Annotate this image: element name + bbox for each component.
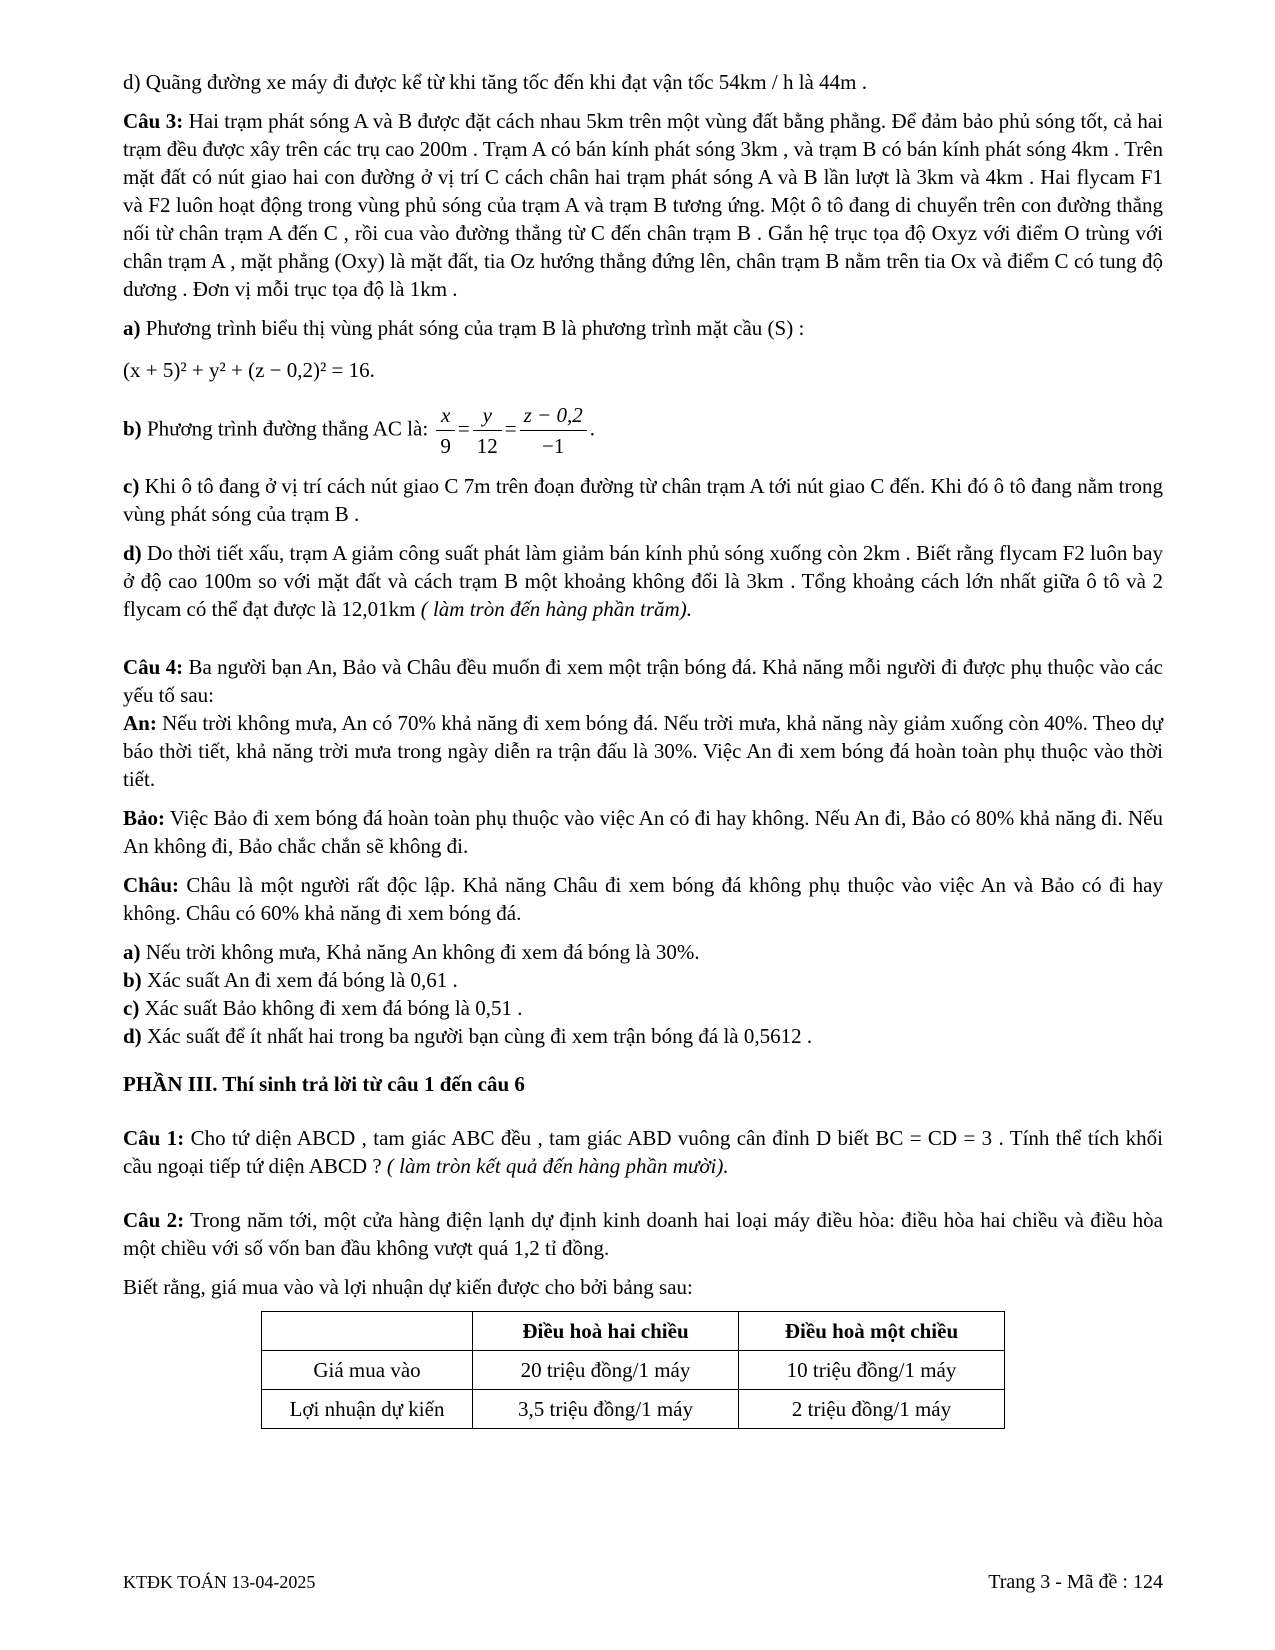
- q3-b-label: b): [123, 416, 142, 441]
- footer-left: KTĐK TOÁN 13-04-2025: [123, 1572, 316, 1592]
- table-cell: 3,5 triệu đồng/1 máy: [473, 1390, 739, 1429]
- q4-a-label: a): [123, 940, 141, 964]
- p3q1-label: Câu 1:: [123, 1126, 185, 1150]
- table-header-cell: [262, 1312, 473, 1351]
- q3-a-equation: (x + 5)² + y² + (z − 0,2)² = 16.: [123, 358, 375, 382]
- q4-option-a: [123, 938, 1163, 966]
- q3-a-text: Phương trình biểu thị vùng phát sóng của trạm B là phương trình mặt cầu (S) :: [145, 316, 805, 340]
- p3q1-note: ( làm tròn kết quả đến hàng phần mười).: [386, 1154, 729, 1178]
- question-3: [123, 107, 1163, 303]
- p3q1-text: Cho tứ diện ABCD , tam giác ABC đều , tam giác ABD vuông cân đỉnh D biết BC = CD = 3 . Tính thể tích khối cầu ngoại tiếp tứ diện ABCD ?: [123, 1126, 1164, 1178]
- q3-option-b: b) Phương trình đường thẳng AC là: $\frac{x}{9}$ = $\frac{y}{12}$ = $\frac{z - 0,2}{-1}$ .: [123, 400, 1163, 461]
- q4-c-text: Xác suất Bảo không đi xem đá bóng là 0,51 .: [144, 996, 523, 1020]
- question-4: [123, 653, 1163, 709]
- table-header-row: [262, 1312, 1005, 1351]
- q4-d-label: d): [123, 1024, 142, 1048]
- part3-question-1: [123, 1124, 1163, 1180]
- q4-option-c: [123, 994, 1163, 1022]
- p3q2-label: Câu 2:: [123, 1208, 185, 1232]
- q3-text: Hai trạm phát sóng A và B được đặt cách nhau 5km trên một vùng đất bằng phẳng. Để đảm bảo phủ sóng tốt, cả hai trạm đều được xây trên các trụ cao 200m . Trạm A có bán kính phát sóng 3km , và trạm B có bán kính phát sóng 4km . Trên mặt đất có nút giao hai con đường ở vị trí C cách chân hai trạm phát sóng A và B lần lượt là 3km và 4km . Hai flycam F1 và F2 luôn hoạt động trong vùng phủ sóng của trạm A và trạm B tương ứng. Một ô tô đang di chuyển trên con đường thẳng nối từ chân trạm A đến C , rồi cua vào đường thẳng từ C đến chân trạm B . Gắn hệ trục tọa độ Oxyz với điểm O trùng với chân trạm A , mặt phẳng (Oxy) là mặt đất, tia Oz hướng thẳng đứng lên, chân trạm B nằm trên tia Ox và điểm C có tung độ dương . Đơn vị mỗi trục tọa độ là 1km .: [123, 109, 1163, 301]
- table-cell: 10 triệu đồng/1 máy: [739, 1351, 1005, 1390]
- table-cell: Lợi nhuận dự kiến: [262, 1390, 473, 1429]
- q4-a-text: Nếu trời không mưa, Khả năng An không đi xem đá bóng là 30%.: [145, 940, 700, 964]
- part3-question-2: [123, 1206, 1163, 1262]
- q2-option-d: d) Quãng đường xe máy đi được kể từ khi tăng tốc đến khi đạt vận tốc 54km / h là 44m .: [123, 70, 867, 94]
- q3-c-text: Khi ô tô đang ở vị trí cách nút giao C 7m trên đoạn đường từ chân trạm A tới nút giao C đến. Khi đó ô tô đang nằm trong vùng phát sóng của trạm B .: [123, 474, 1163, 526]
- q3-c-label: c): [123, 474, 140, 498]
- footer-page-number: Trang 3 - Mã đề : 124: [988, 1571, 1163, 1593]
- q3-option-a: [123, 314, 1163, 342]
- table-header-cell: Điều hoà hai chiều: [473, 1312, 739, 1351]
- table-cell: Giá mua vào: [262, 1351, 473, 1390]
- table-row: [262, 1351, 1005, 1390]
- q4-c-label: c): [123, 996, 140, 1020]
- q3-a-label: a): [123, 316, 141, 340]
- fraction-y: $\frac{y}{12}$: [473, 400, 502, 461]
- price-profit-table: [261, 1311, 1005, 1429]
- q4-option-d: [123, 1022, 1163, 1050]
- document-page: [123, 68, 1163, 1429]
- table-cell: 2 triệu đồng/1 máy: [739, 1390, 1005, 1429]
- q4-bao-label: Bảo:: [123, 806, 165, 830]
- p3q2-table-intro: Biết rằng, giá mua vào và lợi nhuận dự kiến được cho bởi bảng sau:: [123, 1275, 693, 1299]
- q4-label: Câu 4:: [123, 655, 184, 679]
- q4-text: Ba người bạn An, Bảo và Châu đều muốn đi xem một trận bóng đá. Khả năng mỗi người đi được phụ thuộc vào các yếu tố sau:: [123, 655, 1163, 707]
- fraction-z: $\frac{z - 0,2}{-1}$: [520, 400, 587, 461]
- q4-chau: [123, 871, 1163, 927]
- q3-d-text: Do thời tiết xấu, trạm A giảm công suất phát làm giảm bán kính phủ sóng xuống còn 2km . Biết rằng flycam F2 luôn bay ở độ cao 100m so với mặt đất và cách trạm B một khoảng không đổi là 3km . Tổng khoảng cách lớn nhất giữa ô tô và 2 flycam có thể đạt được là 12,01km: [123, 541, 1163, 621]
- part-3-heading: PHẦN III. Thí sinh trả lời từ câu 1 đến câu 6: [123, 1072, 525, 1096]
- q4-chau-label: Châu:: [123, 873, 180, 897]
- q4-b-text: Xác suất An đi xem đá bóng là 0,61 .: [146, 968, 458, 992]
- q4-b-label: b): [123, 968, 142, 992]
- q3-d-label: d): [123, 541, 142, 565]
- table-header-cell: Điều hoà một chiều: [739, 1312, 1005, 1351]
- q4-d-text: Xác suất để ít nhất hai trong ba người bạn cùng đi xem trận bóng đá là 0,5612 .: [146, 1024, 813, 1048]
- q3-b-text: Phương trình đường thẳng AC là:: [146, 416, 429, 441]
- q4-an-text: Nếu trời không mưa, An có 70% khả năng đi xem bóng đá. Nếu trời mưa, khả năng này giảm xuống còn 40%. Theo dự báo thời tiết, khả năng trời mưa trong ngày diễn ra trận đấu là 30%. Việc An đi xem bóng đá hoàn toàn phụ thuộc vào thời tiết.: [123, 711, 1164, 791]
- q4-an-label: An:: [123, 711, 157, 735]
- p3q2-text: Trong năm tới, một cửa hàng điện lạnh dự định kinh doanh hai loại máy điều hòa: điều hòa hai chiều và điều hòa một chiều với số vốn ban đầu không vượt quá 1,2 tỉ đồng.: [123, 1208, 1163, 1260]
- table-row: [262, 1390, 1005, 1429]
- q3-d-note: ( làm tròn đến hàng phần trăm).: [420, 597, 692, 621]
- table-cell: 20 triệu đồng/1 máy: [473, 1351, 739, 1390]
- q4-bao: [123, 804, 1163, 860]
- q4-chau-text: Châu là một người rất độc lập. Khả năng Châu đi xem bóng đá không phụ thuộc vào việc An và Bảo có đi hay không. Châu có 60% khả năng đi xem bóng đá.: [123, 873, 1163, 925]
- q4-an: [123, 709, 1163, 793]
- q4-option-b: [123, 966, 1163, 994]
- fraction-x: $\frac{x}{9}$: [436, 400, 455, 461]
- q3-option-d: [123, 539, 1163, 623]
- q3-option-c: [123, 472, 1163, 528]
- q4-bao-text: Việc Bảo đi xem bóng đá hoàn toàn phụ thuộc vào việc An có đi hay không. Nếu An đi, Bảo có 80% khả năng đi. Nếu An không đi, Bảo chắc chắn sẽ không đi.: [123, 806, 1163, 858]
- q3-label: Câu 3:: [123, 109, 184, 133]
